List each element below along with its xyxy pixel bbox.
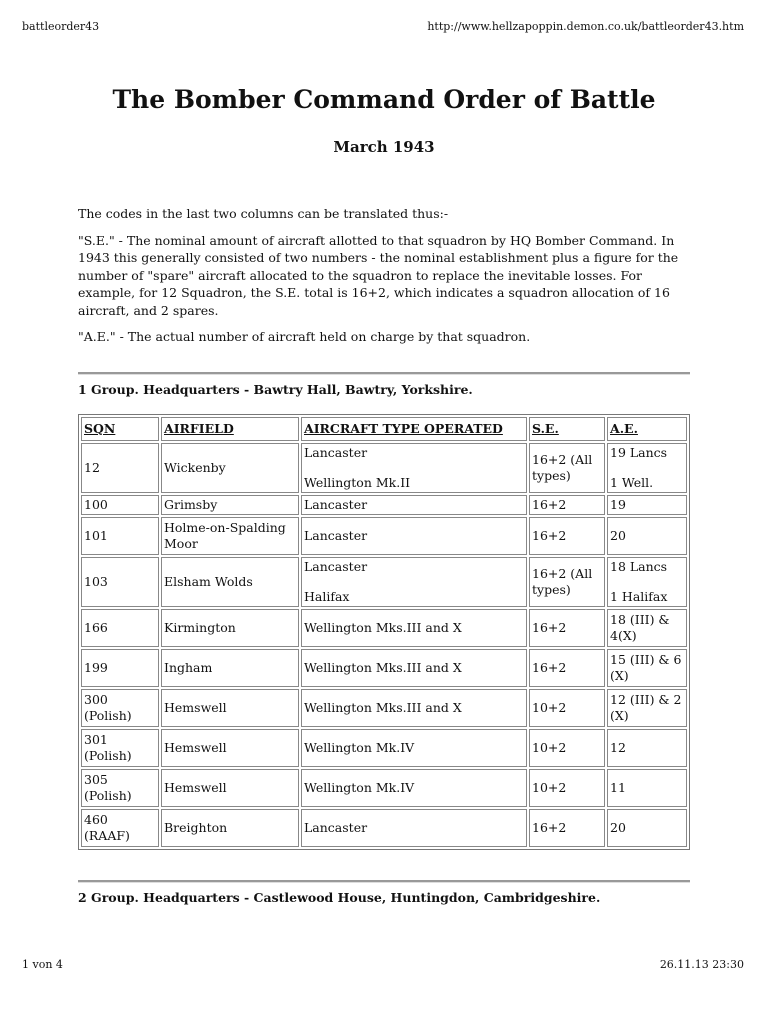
column-header-se: S.E. — [529, 417, 605, 441]
cell-airfield: Wickenby — [161, 443, 299, 493]
cell-aircraft — [301, 649, 527, 687]
cell-se: 10+2 — [529, 689, 605, 727]
cell-airfield: Hemswell — [161, 689, 299, 727]
cell-ae — [607, 809, 687, 847]
table-row — [81, 557, 687, 607]
cell-aircraft — [301, 769, 527, 807]
print-footer-page: 1 von 4 — [22, 958, 63, 971]
group-1-heading: 1 Group. Headquarters - Bawtry Hall, Bawtry, Yorkshire. — [78, 382, 473, 397]
cell-aircraft — [301, 495, 527, 515]
print-header-url[interactable]: http://www.hellzapoppin.demon.co.uk/battleorder43.htm — [427, 20, 744, 33]
cell-ae — [607, 649, 687, 687]
cell-aircraft — [301, 517, 527, 555]
cell-aircraft-line: Wellington Mks.III and X — [304, 660, 462, 675]
cell-aircraft — [301, 557, 527, 607]
cell-se: 16+2 — [529, 649, 605, 687]
cell-ae-line: 19 — [610, 497, 626, 512]
cell-aircraft-line: Lancaster — [304, 820, 368, 835]
cell-ae-line: 18 (III) & 4(X) — [610, 612, 670, 643]
cell-se: 16+2 — [529, 609, 605, 647]
cell-ae-line: 11 — [610, 780, 626, 795]
column-header-ae: A.E. — [607, 417, 687, 441]
cell-aircraft — [301, 809, 527, 847]
cell-ae — [607, 689, 687, 727]
cell-sqn: 300 (Polish) — [81, 689, 159, 727]
print-header-left: battleorder43 — [22, 20, 100, 33]
cell-aircraft-line: Lancaster — [304, 559, 368, 574]
cell-airfield: Grimsby — [161, 495, 299, 515]
print-footer-timestamp: 26.11.13 23:30 — [659, 958, 744, 971]
cell-aircraft-line: Lancaster — [304, 497, 368, 512]
intro-paragraph-3: "A.E." - The actual number of aircraft held on charge by that squadron. — [78, 329, 531, 344]
cell-ae — [607, 557, 687, 607]
cell-se: 16+2 (All types) — [529, 443, 605, 493]
cell-aircraft-line: Lancaster — [304, 528, 368, 543]
table-row — [81, 769, 687, 807]
divider-rule-1 — [78, 372, 690, 375]
table-row — [81, 443, 687, 493]
cell-aircraft — [301, 443, 527, 493]
cell-ae — [607, 729, 687, 767]
cell-se: 16+2 — [529, 809, 605, 847]
table-row — [81, 809, 687, 847]
cell-airfield: Ingham — [161, 649, 299, 687]
cell-aircraft-line: Halifax — [304, 589, 350, 604]
cell-ae-line: 1 Halifax — [610, 589, 668, 604]
column-header-aircraft: AIRCRAFT TYPE OPERATED — [301, 417, 527, 441]
cell-aircraft-line: Lancaster — [304, 445, 368, 460]
cell-ae-line: 20 — [610, 528, 626, 543]
cell-se: 16+2 — [529, 517, 605, 555]
cell-aircraft-line: Wellington Mk.II — [304, 475, 411, 490]
cell-ae — [607, 769, 687, 807]
cell-sqn: 199 — [81, 649, 159, 687]
cell-sqn: 100 — [81, 495, 159, 515]
group-1-table — [78, 414, 690, 850]
cell-se: 16+2 — [529, 495, 605, 515]
cell-aircraft-line: Wellington Mks.III and X — [304, 700, 462, 715]
cell-airfield: Elsham Wolds — [161, 557, 299, 607]
cell-aircraft-line: Wellington Mks.III and X — [304, 620, 462, 635]
cell-ae-line: 15 (III) & 6 (X) — [610, 652, 682, 683]
cell-ae-line: 12 (III) & 2 (X) — [610, 692, 682, 723]
cell-aircraft — [301, 729, 527, 767]
cell-aircraft-line: Wellington Mk.IV — [304, 780, 415, 795]
cell-se: 16+2 (All types) — [529, 557, 605, 607]
table-row — [81, 729, 687, 767]
intro-paragraph-1: The codes in the last two columns can be translated thus:- — [78, 206, 449, 221]
table-row — [81, 609, 687, 647]
cell-sqn: 301 (Polish) — [81, 729, 159, 767]
cell-sqn: 305 (Polish) — [81, 769, 159, 807]
cell-se: 10+2 — [529, 769, 605, 807]
cell-sqn: 460 (RAAF) — [81, 809, 159, 847]
table-body — [81, 443, 687, 847]
cell-aircraft — [301, 689, 527, 727]
table-row — [81, 517, 687, 555]
cell-ae-line: 1 Well. — [610, 475, 654, 490]
column-header-sqn: SQN — [81, 417, 159, 441]
cell-airfield: Breighton — [161, 809, 299, 847]
cell-airfield: Kirmington — [161, 609, 299, 647]
cell-sqn: 166 — [81, 609, 159, 647]
cell-se: 10+2 — [529, 729, 605, 767]
cell-ae-line: 18 Lancs — [610, 559, 668, 574]
table-row — [81, 495, 687, 515]
divider-rule-2 — [78, 880, 690, 883]
cell-airfield: Holme-on-Spalding Moor — [161, 517, 299, 555]
intro-paragraph-2: "S.E." - The nominal amount of aircraft allotted to that squadron by HQ Bomber Command. In 1943 this generally consisted of two numbers - the nominal establishment plus a figure for the number of "spare" aircraft allocated to the squadron to replace the inevitable losses. For example, for 12 Squadron, the S.E. total is 16+2, which indicates a squadron allocation of 16 aircraft, and 2 spares. — [78, 232, 679, 318]
column-header-airfield: AIRFIELD — [161, 417, 299, 441]
page-subtitle: March 1943 — [333, 138, 435, 156]
cell-ae-line: 19 Lancs — [610, 445, 668, 460]
cell-ae-line: 12 — [610, 740, 626, 755]
cell-sqn: 103 — [81, 557, 159, 607]
table-row — [81, 689, 687, 727]
cell-airfield: Hemswell — [161, 729, 299, 767]
cell-airfield: Hemswell — [161, 769, 299, 807]
cell-ae — [607, 609, 687, 647]
group-2-heading: 2 Group. Headquarters - Castlewood House, Huntingdon, Cambridgeshire. — [78, 890, 601, 905]
cell-ae — [607, 495, 687, 515]
cell-sqn: 12 — [81, 443, 159, 493]
page-title: The Bomber Command Order of Battle — [112, 85, 656, 114]
cell-ae-line: 20 — [610, 820, 626, 835]
intro-section — [78, 205, 690, 355]
cell-sqn: 101 — [81, 517, 159, 555]
table-row — [81, 649, 687, 687]
cell-aircraft-line: Wellington Mk.IV — [304, 740, 415, 755]
cell-ae — [607, 443, 687, 493]
table-header-row — [81, 417, 687, 441]
cell-ae — [607, 517, 687, 555]
cell-aircraft — [301, 609, 527, 647]
